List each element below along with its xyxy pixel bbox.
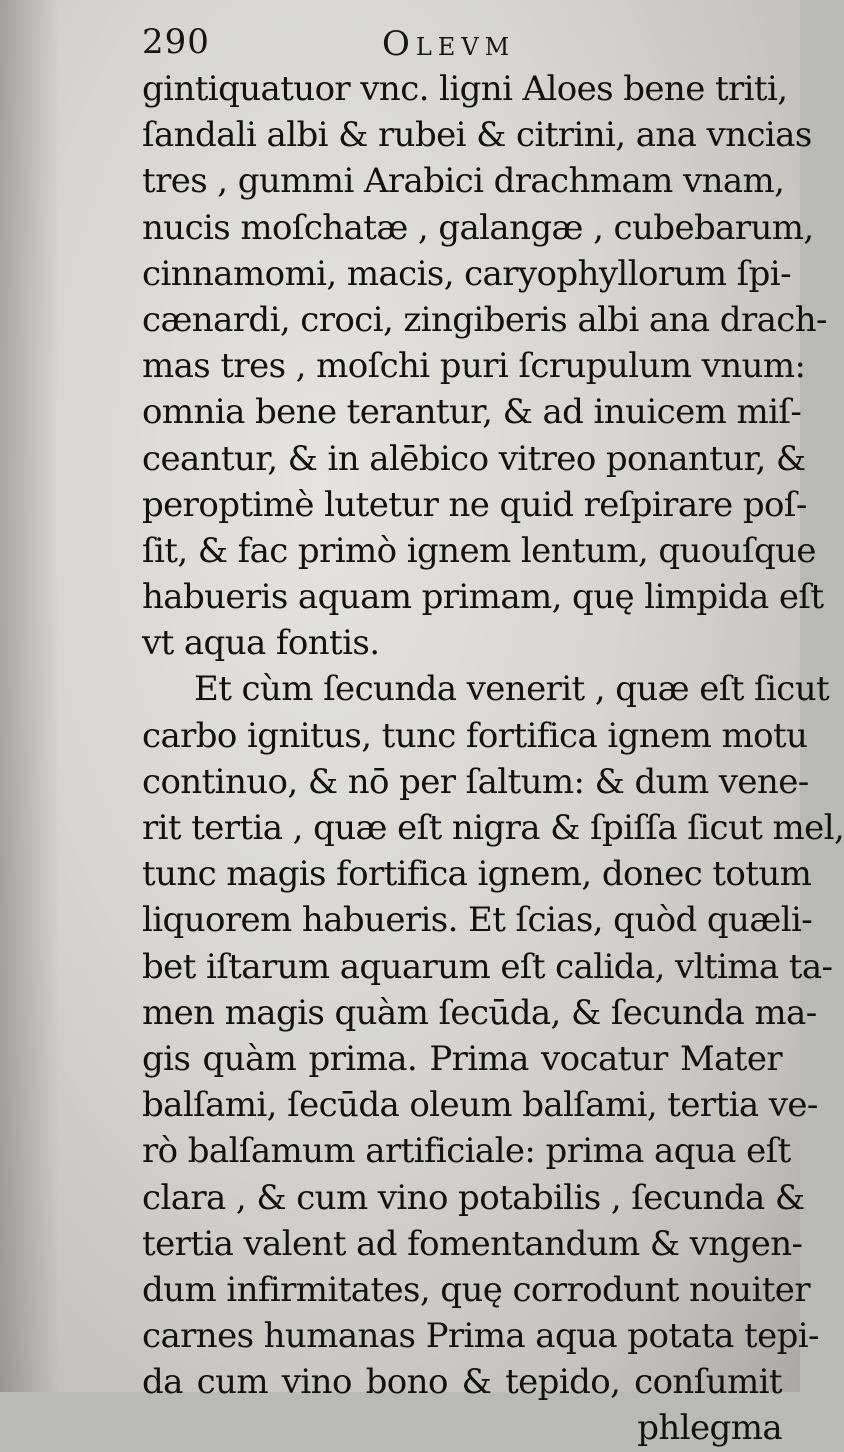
text-line: nucis moſchatæ , galangæ , cubebarum,	[142, 207, 814, 248]
text-line: tres , gummi Arabici drachmam vnam,	[142, 161, 785, 202]
text-line: continuo, & nō per ſaltum: & dum vene-	[142, 761, 809, 802]
text-line: carnes humanas Prima aqua potata tepi-	[142, 1316, 819, 1357]
text-line: clara , & cum vino potabilis , ſecunda &	[142, 1177, 805, 1218]
text-line: bet iſtarum aquarum eſt calida, vltima ta-	[142, 946, 833, 987]
text-line: dum infirmitates, quę corrodunt nouiter	[142, 1269, 810, 1310]
text-line: men magis quàm ſecūda, & ſecunda ma-	[142, 992, 817, 1033]
text-line: ſandali albi & rubei & citrini, ana vncias	[142, 115, 812, 156]
page-number: 290	[142, 22, 210, 62]
text-line: balſami, ſecūda oleum balſami, tertia ve-	[142, 1085, 818, 1126]
text-line: gis quàm prima. Prima vocatur Mater	[142, 1038, 782, 1079]
text-line: cænardi, croci, zingiberis albi ana drach-	[142, 299, 827, 340]
text-line: rit tertia , quæ eſt nigra & ſpiſſa ſicut mel,	[142, 808, 844, 848]
text-line: mas tres , moſchi puri ſcrupulum vnum:	[142, 346, 806, 387]
text-line: ceantur, & in alēbico vitreo ponantur, &	[142, 438, 806, 479]
text-line: peroptimè lutetur ne quid reſpirare poſ-	[142, 484, 807, 525]
text-line: omnia bene terantur, & ad inuicem miſ-	[142, 392, 802, 433]
catchword: phlegma	[637, 1408, 782, 1449]
text-line: tertia valent ad fomentandum & vngen-	[142, 1223, 803, 1264]
text-line: carbo ignitus, tunc fortifica ignem motu	[142, 715, 808, 756]
text-line: da cum vino bono & tepido, conſumit	[142, 1362, 782, 1403]
text-line: rò balſamum artificiale: prima aqua eſt	[142, 1131, 791, 1172]
running-head: Olevm	[382, 24, 516, 64]
body-text	[142, 66, 844, 1452]
text-line: ſit, & fac primò ignem lentum, quouſque	[142, 530, 816, 571]
text-line: habueris aquam primam, quę limpida eſt	[142, 577, 824, 618]
text-line: gintiquatuor vnc. ligni Aloes bene triti,	[142, 69, 788, 109]
paragraph-start-line: Et cùm ſecunda venerit , quæ eſt ſicut	[194, 669, 830, 710]
text-line: tunc magis fortifica ignem, donec totum	[142, 854, 812, 895]
page-header	[142, 18, 782, 68]
text-line: cinnamomi, macis, caryophyllorum ſpi-	[142, 253, 791, 294]
paragraph-end-line: vt aqua fontis.	[142, 623, 380, 664]
text-line: liquorem habueris. Et ſcias, quòd quæli-	[142, 900, 813, 941]
